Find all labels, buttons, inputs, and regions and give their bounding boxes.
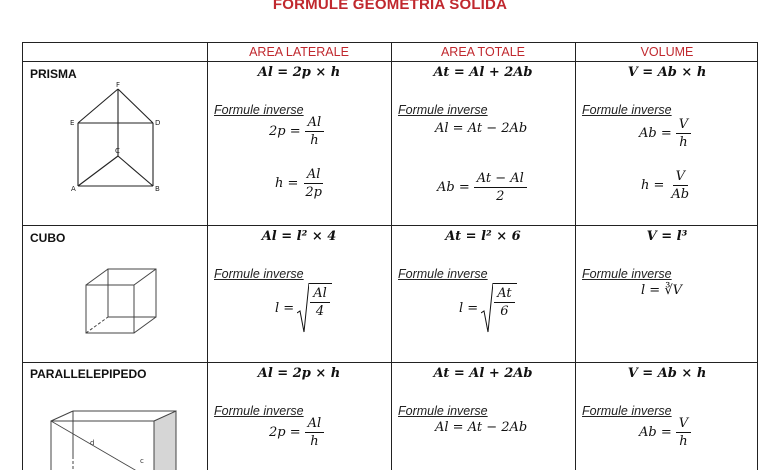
formula-inverse-l: l = ∛V — [641, 283, 682, 298]
denominator: h — [679, 135, 688, 150]
numerator: Al — [305, 115, 325, 132]
fraction — [310, 286, 330, 333]
cell-cubo-lateral — [207, 225, 391, 362]
cell-prisma-total — [391, 61, 575, 225]
diagonal-label-d: d — [90, 439, 95, 447]
formula-inverse-al: Al = At − 2Ab — [435, 420, 528, 435]
formula-table — [22, 42, 758, 470]
formula-lhs: h = — [641, 178, 665, 193]
page-title: FORMULE GEOMETRIA SOLIDA — [272, 0, 508, 13]
formula-inverse-ab — [639, 117, 691, 150]
formula-lhs: Ab = — [639, 126, 672, 141]
radical-sign-icon — [481, 283, 493, 333]
formula-lhs: 2p = — [269, 124, 301, 139]
vertex-label-f: F — [116, 81, 121, 89]
formula-inverse-ab — [639, 416, 691, 449]
square-root — [297, 283, 332, 333]
formula-inverse-2p — [269, 416, 324, 449]
denominator: Ab — [671, 187, 690, 202]
formula-inverse-2p — [269, 115, 324, 148]
inverse-label: Formule inverse — [582, 404, 672, 418]
denominator: h — [310, 133, 319, 148]
formula-inverse-l — [459, 283, 517, 333]
numerator: Al — [304, 167, 324, 184]
vertex-label-d: D — [155, 119, 161, 127]
formula-main: Al = 2p × h — [257, 65, 341, 80]
numerator: V — [676, 117, 691, 134]
formula-lhs: Ab = — [437, 180, 470, 195]
formula-main: At = l² × 6 — [445, 229, 521, 244]
vertex-label-b: B — [155, 185, 160, 193]
formula-main: Al = 2p × h — [257, 366, 341, 381]
denominator: 4 — [315, 304, 325, 319]
fraction — [305, 115, 325, 148]
header-area-laterale: AREA LATERALE — [249, 45, 349, 59]
radical-sign-icon — [297, 283, 309, 333]
fraction — [668, 169, 692, 202]
prism-figure — [63, 81, 203, 193]
parallelepiped-figure — [48, 407, 188, 470]
formula-main: At = Al + 2Ab — [433, 65, 533, 80]
formula-main: V = Ab × h — [627, 366, 707, 381]
formula-main: V = Ab × h — [627, 65, 707, 80]
fraction — [676, 416, 691, 449]
inverse-label: Formule inverse — [214, 103, 304, 117]
formula-inverse-h — [641, 169, 692, 202]
cell-prisma-volume — [575, 61, 759, 225]
cell-prisma-lateral — [207, 61, 391, 225]
fraction — [676, 117, 691, 150]
numerator: Al — [305, 416, 325, 433]
cell-parallelepipedo-total — [391, 362, 575, 470]
cell-parallelepipedo-lateral — [207, 362, 391, 470]
denominator: 6 — [500, 304, 509, 319]
cell-cubo-total — [391, 225, 575, 362]
denominator: h — [310, 434, 319, 449]
inverse-label: Formule inverse — [398, 267, 488, 281]
denominator: 2p — [305, 185, 322, 200]
header-volume: VOLUME — [640, 45, 694, 59]
vertex-label-c: C — [115, 147, 120, 155]
fraction — [474, 171, 527, 204]
inverse-label: Formule inverse — [398, 103, 488, 117]
formula-inverse-ab — [437, 171, 527, 204]
formula-main: Al = l² × 4 — [261, 229, 337, 244]
cell-parallelepipedo-volume — [575, 362, 759, 470]
inverse-label: Formule inverse — [398, 404, 488, 418]
denominator: 2 — [496, 189, 505, 204]
formula-lhs: 2p = — [269, 425, 301, 440]
inverse-label: Formule inverse — [582, 103, 672, 117]
row-label-cubo: CUBO — [30, 231, 66, 245]
vertex-label-e: E — [70, 119, 75, 127]
inverse-label: Formule inverse — [214, 404, 304, 418]
numerator: At — [494, 286, 514, 303]
fraction — [305, 416, 325, 449]
fraction — [494, 286, 514, 333]
formula-lhs: h = — [275, 176, 299, 191]
cube-figure — [78, 261, 173, 351]
inverse-label: Formule inverse — [582, 267, 672, 281]
formula-inverse-l — [275, 283, 332, 333]
fraction — [302, 167, 325, 200]
formula-inverse-h — [275, 167, 325, 200]
denominator: h — [679, 434, 688, 449]
row-label-prisma: PRISMA — [30, 67, 77, 81]
formula-main: V = l³ — [646, 229, 688, 244]
formula-lhs: l = — [459, 300, 479, 316]
inverse-label: Formule inverse — [214, 267, 304, 281]
vertex-label-a: A — [71, 185, 76, 193]
numerator: V — [673, 169, 688, 186]
formula-lhs: l = — [275, 300, 295, 316]
square-root — [481, 283, 516, 333]
numerator: Al — [310, 286, 330, 303]
row-label-parallelepipedo: PARALLELEPIPEDO — [30, 367, 147, 381]
cell-cubo-volume — [575, 225, 759, 362]
edge-label-c: c — [140, 457, 144, 465]
formula-lhs: Ab = — [639, 425, 672, 440]
formula-main: At = Al + 2Ab — [433, 366, 533, 381]
formula-inverse-al: Al = At − 2Ab — [435, 121, 528, 136]
header-area-totale: AREA TOTALE — [440, 45, 526, 59]
numerator: At − Al — [474, 171, 527, 188]
numerator: V — [676, 416, 691, 433]
